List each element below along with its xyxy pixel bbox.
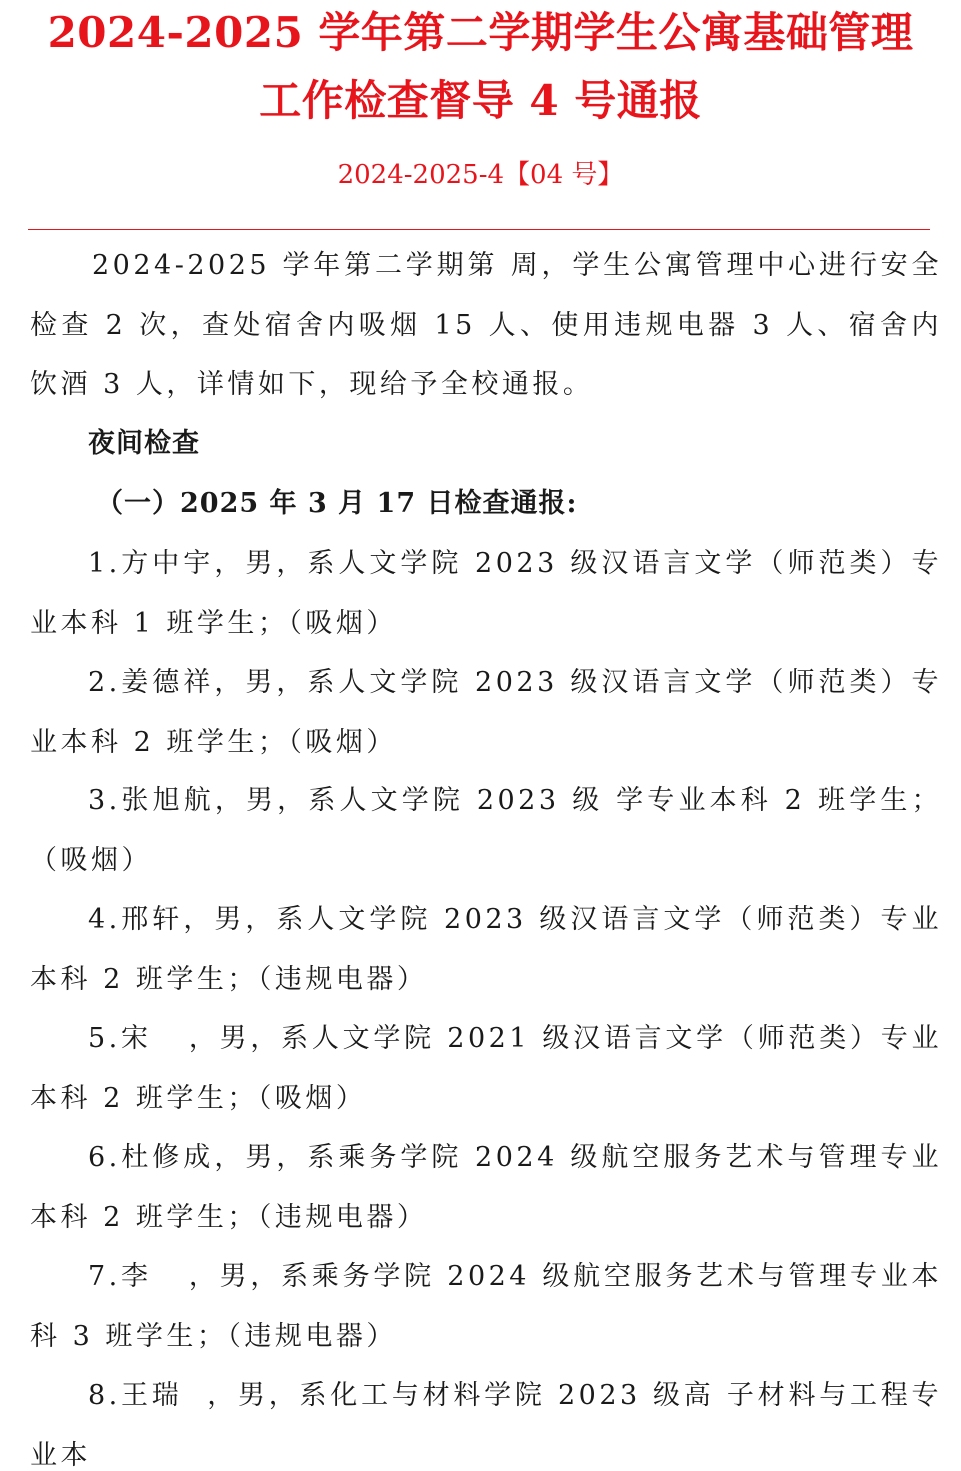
list-item (30, 534, 942, 653)
item-text: ，男，系乘务学院 2024 级航空服务艺术与管理专业本科 2 班学生；（违规电器） (30, 1142, 942, 1233)
item-number: 7. (88, 1261, 121, 1292)
item-text: ，男，系人文学院 2021 级汉语言文学（师范类）专业本科 2 班学生；（吸烟） (30, 1023, 942, 1114)
section-heading-night-check: 夜间检查 (88, 428, 200, 459)
list-item (30, 1247, 942, 1366)
item-number: 8. (88, 1380, 121, 1411)
item-text: ，男，系化工与材料学院 2023 级高 子材料与工程专业本 (30, 1380, 942, 1471)
student-name: 李 (120, 1261, 189, 1292)
item-text: ，男，系人文学院 2023 级汉语言文学（师范类）专业本科 1 班学生；（吸烟） (30, 548, 942, 639)
document-title-line-2: 工作检查督导 4 号通报 (259, 76, 702, 125)
red-divider (28, 229, 930, 230)
list-item (30, 771, 942, 890)
list-item (30, 653, 942, 772)
student-name: 宋 (120, 1023, 189, 1054)
item-number: 2. (88, 667, 121, 698)
list-item (30, 1366, 942, 1471)
student-name: 王瑞 (120, 1380, 208, 1411)
item-text: ，男，系人文学院 2023 级汉语言文学（师范类）专业本科 2 班学生；（吸烟） (30, 667, 942, 758)
item-text: ，男，系人文学院 2023 级汉语言文学（师范类）专业本科 2 班学生；（违规电器） (30, 904, 942, 995)
intro-paragraph: 2024-2025 学年第二学期第 周，学生公寓管理中心进行安全检查 2 次，查处宿舍内吸烟 15 人、使用违规电器 3 人、宿舍内饮酒 3 人，详情如下，现给予全校通报。 (30, 250, 942, 400)
document-title-line-1: 2024-2025 学年第二学期学生公寓基础管理 (47, 8, 914, 57)
student-name: 姜德祥 (120, 667, 215, 698)
list-item (30, 1009, 942, 1128)
student-name: 邢轩 (120, 904, 184, 935)
item-number: 3. (88, 785, 121, 816)
item-number: 4. (88, 904, 121, 935)
item-text: ，男，系人文学院 2023 级 学专业本科 2 班学生；（吸烟） (30, 785, 942, 876)
item-number: 1. (88, 548, 121, 579)
section-heading-date: （一）2025 年 3 月 17 日检查通报: (96, 488, 578, 519)
item-number: 6. (88, 1142, 121, 1173)
student-name: 方中宇 (120, 548, 215, 579)
item-text: ，男，系乘务学院 2024 级航空服务艺术与管理专业本科 3 班学生；（违规电器） (30, 1261, 942, 1352)
document-number: 2024-2025-4【04 号】 (337, 160, 624, 190)
student-name: 杜修成 (120, 1142, 215, 1173)
list-item (30, 1128, 942, 1247)
list-item (30, 890, 942, 1009)
student-name: 张旭航 (120, 785, 215, 816)
item-number: 5. (88, 1023, 121, 1054)
